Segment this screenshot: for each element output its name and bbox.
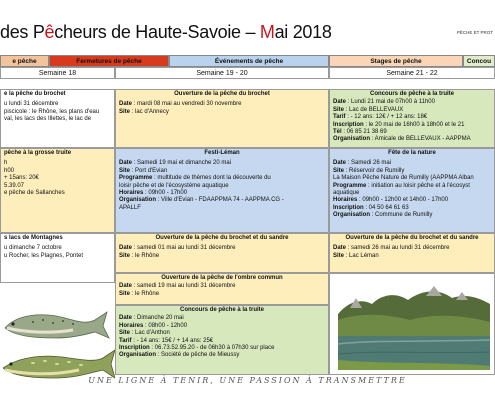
event-grosse-truite[interactable]: pêche à la grosse truite h h00 + 15ans: 20€ 5.39.07 e pêche de Sallanches — [0, 148, 115, 233]
event-ouverture-ombre[interactable]: Ouverture de la pêche de l'ombre commun Date : samedi 19 mai au lundi 31 décembre Site : le Rhône — [115, 273, 329, 305]
category-evenements[interactable]: Événements de pêche — [169, 55, 329, 67]
corner-label: PÊCHE ET PROT — [456, 30, 493, 35]
title-part-3: cheurs de Haute-Savoie – — [54, 22, 260, 42]
title-part-1: des P — [0, 22, 45, 42]
event-ouverture-brochet-annecy[interactable]: Ouverture de la pêche du brochet Date : mardi 08 mai au vendredi 30 novembre Site : lac d'Annecy — [115, 89, 329, 148]
event-festi-leman[interactable]: Festi-Léman Date : Samedi 19 mai et dimanche 20 mai Site : Port d'Evian Programme : multitude de thèmes dont la découverte du loisir pêche et de l'écosystème aquatique Horaires : 09h00 - 17h00 Organisation : Ville d'Evian - FDAAPPMA 74 - AAPPMA CG - APALLF — [115, 148, 329, 233]
event-brochet-col1[interactable]: e la pêche du brochet u lundi 31 décembre piscicole : le Rhône, les plans d'eau val, les lacs des Illettes, le lac de — [0, 89, 115, 148]
title-part-4: M — [259, 22, 275, 42]
calendar-grid — [0, 55, 495, 360]
event-concours-bellevaux[interactable]: Concours de pêche à la truite Date : Lundi 21 mai de 07h00 à 11h00 Site : Lac de BELLEVAUX Tarif : - 12 ans: 12€ / + 12 ans: 18€ Inscription : le 20 mai de 16h00 à 18h00 et le 21 Tél : 06 85 21 38 69 Organisation : Amicale de BELLEVAUX - AAPPMA — [329, 89, 495, 148]
category-concours[interactable]: Concou — [463, 55, 495, 67]
category-ouverture[interactable]: e pêche — [0, 55, 49, 67]
event-ouverture-brochet-sandre-rhone[interactable]: Ouverture de la pêche du brochet et du sandre Date : samedi 01 mai au lundi 31 décembre Site : le Rhône — [115, 233, 329, 273]
title-part-2: ê — [44, 22, 55, 42]
lake-photo — [329, 273, 495, 375]
title-part-5: ai 2018 — [274, 22, 332, 42]
category-stages[interactable]: Stages de pêche — [329, 55, 463, 67]
event-concours-anthon[interactable]: Concours de pêche à la truite Date : Dimanche 20 mai Horaires : 08h00 - 12h00 Site : Lac d'Anthon Tarif : - 14 ans: 15€ / + 14 ans: 25€ Inscription : 06.73.52.95.20 - de 06h30 à 07h30 sur place Organisation : Société de pêche de Mieussy — [115, 305, 329, 375]
page-title — [0, 22, 332, 43]
week-18: Semaine 18 — [0, 67, 115, 79]
landscape-icon — [330, 274, 495, 375]
event-lacs-montagnes[interactable]: s lacs de Montagnes u dimanche 7 octobre u Rocher, les Plagnes, Pontet — [0, 233, 115, 283]
footer-slogan: UNE LIGNE À TENIR, UNE PASSION À TRANSMETTRE — [88, 376, 407, 385]
category-fermetures[interactable]: Fermetures de pêche — [49, 55, 169, 67]
week-19-20: Semaine 19 - 20 — [115, 67, 329, 79]
event-ouverture-leman[interactable]: Ouverture de la pêche du brochet et du sandre Date : samedi 26 mai au lundi 31 décembre Site : Lac Léman — [329, 233, 495, 273]
week-21-22: Semaine 21 - 22 — [329, 67, 495, 79]
event-fete-nature[interactable]: Fête de la nature Date : Samedi 26 mai Site : Réservoir de Rumilly La Maison Pêche Nature de Rumilly (AAPPMA Alban Programme : initiation au loisir pêche et à l'écosyst aquatique Horaires : 09h00 - 12h00 et 14h00 - 17h00 Inscription : 04 50 64 61 63 Organisation : Commune de Rumilly — [329, 148, 495, 233]
